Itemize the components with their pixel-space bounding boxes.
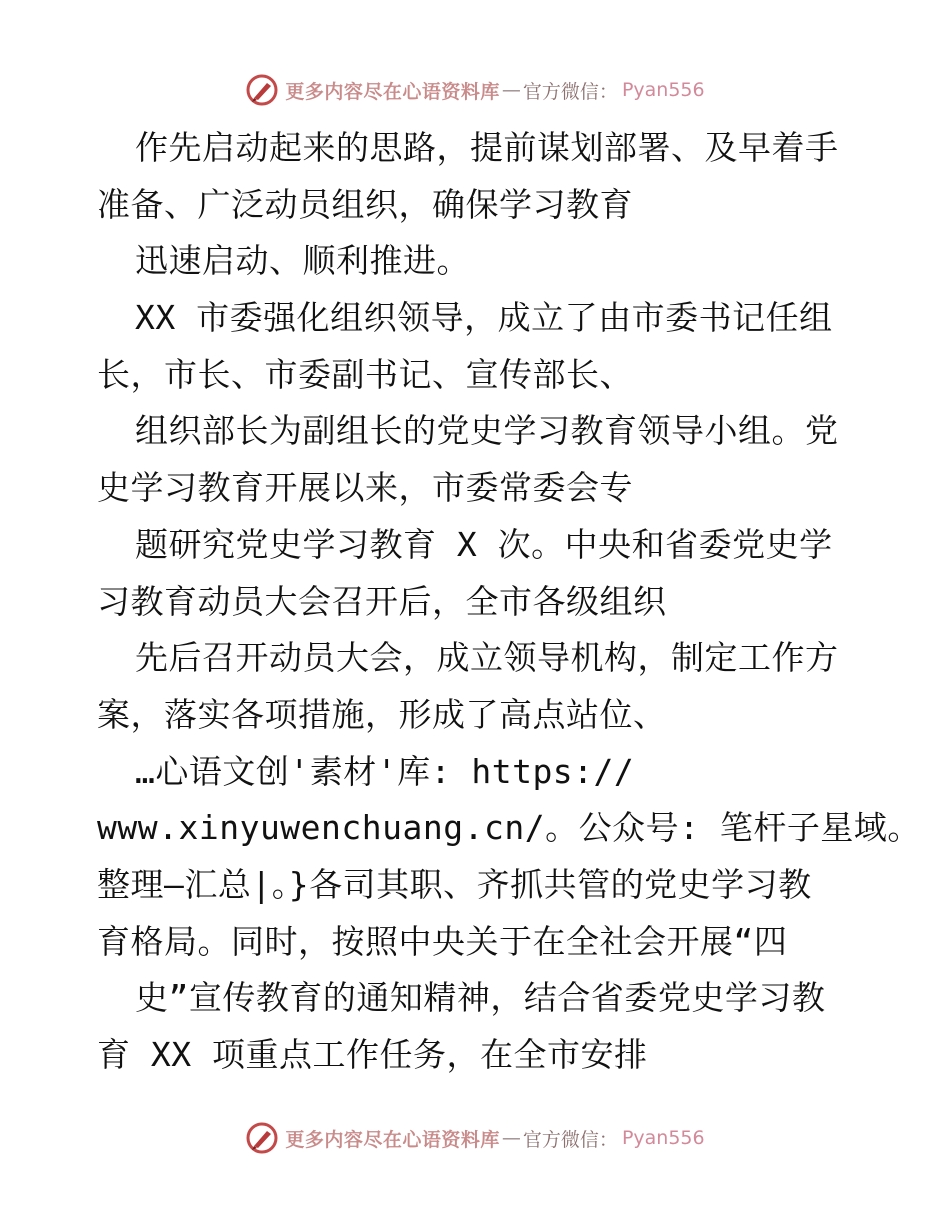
body-text-line: …心语文创'素材'库: https:// (135, 751, 635, 791)
body-text-line: 准备、广泛动员组织，确保学习教育 (97, 184, 633, 224)
body-text-line: 作先启动起来的思路，提前谋划部署、及早着手 (135, 128, 839, 167)
body-text-line: 长，市长、市委副书记、宣传部长、 (97, 354, 633, 394)
header-watermark-banner (0, 70, 950, 110)
body-text-line: 先后召开动员大会，成立领导机构，制定工作方 (135, 638, 839, 678)
body-text-line: 史”宣传教育的通知精神，结合省委党史学习教 (135, 978, 826, 1018)
body-text-line: 习教育动员大会召开后，全市各级组织 (97, 581, 667, 621)
body-text-line: 迅速启动、顺利推进。 (135, 241, 470, 281)
banner-dash: — (501, 1127, 521, 1149)
banner-official-label: 官方微信： (522, 1128, 618, 1151)
banner-official-label: 官方微信： (522, 80, 618, 103)
body-text-line: 育 XX 项重点工作任务，在全市安排 (97, 1035, 648, 1074)
body-text-line: 案，落实各项措施，形成了高点站位、 (97, 694, 667, 734)
pen-logo-icon (245, 73, 279, 107)
body-text-line: www.xinyuwenchuang.cn/。公众号: 笔杆子星域。 (97, 808, 921, 848)
body-text-line: XX 市委强化组织领导，成立了由市委书记任组 (135, 298, 833, 338)
footer-watermark-banner (0, 1118, 950, 1158)
body-text-line: 史学习教育开展以来，市委常委会专 (97, 468, 633, 508)
pen-logo-icon (245, 1121, 279, 1155)
body-text-line: 整理—汇总|。}各司其职、齐抓共管的党史学习教 (97, 864, 812, 904)
banner-title: 更多内容尽在心语资料库 (285, 1128, 500, 1151)
document-body (97, 120, 921, 1084)
banner-title: 更多内容尽在心语资料库 (285, 80, 500, 103)
banner-wechat-id: Pyan556 (621, 1127, 705, 1149)
body-text-line: 育格局。同时，按照中央关于在全社会开展“四 (97, 921, 788, 961)
body-text-line: 题研究党史学习教育 X 次。中央和省委党史学 (135, 524, 833, 564)
banner-dash: — (501, 79, 521, 101)
body-text-line: 组织部长为副组长的党史学习教育领导小组。党 (135, 411, 839, 451)
banner-wechat-id: Pyan556 (621, 79, 705, 101)
